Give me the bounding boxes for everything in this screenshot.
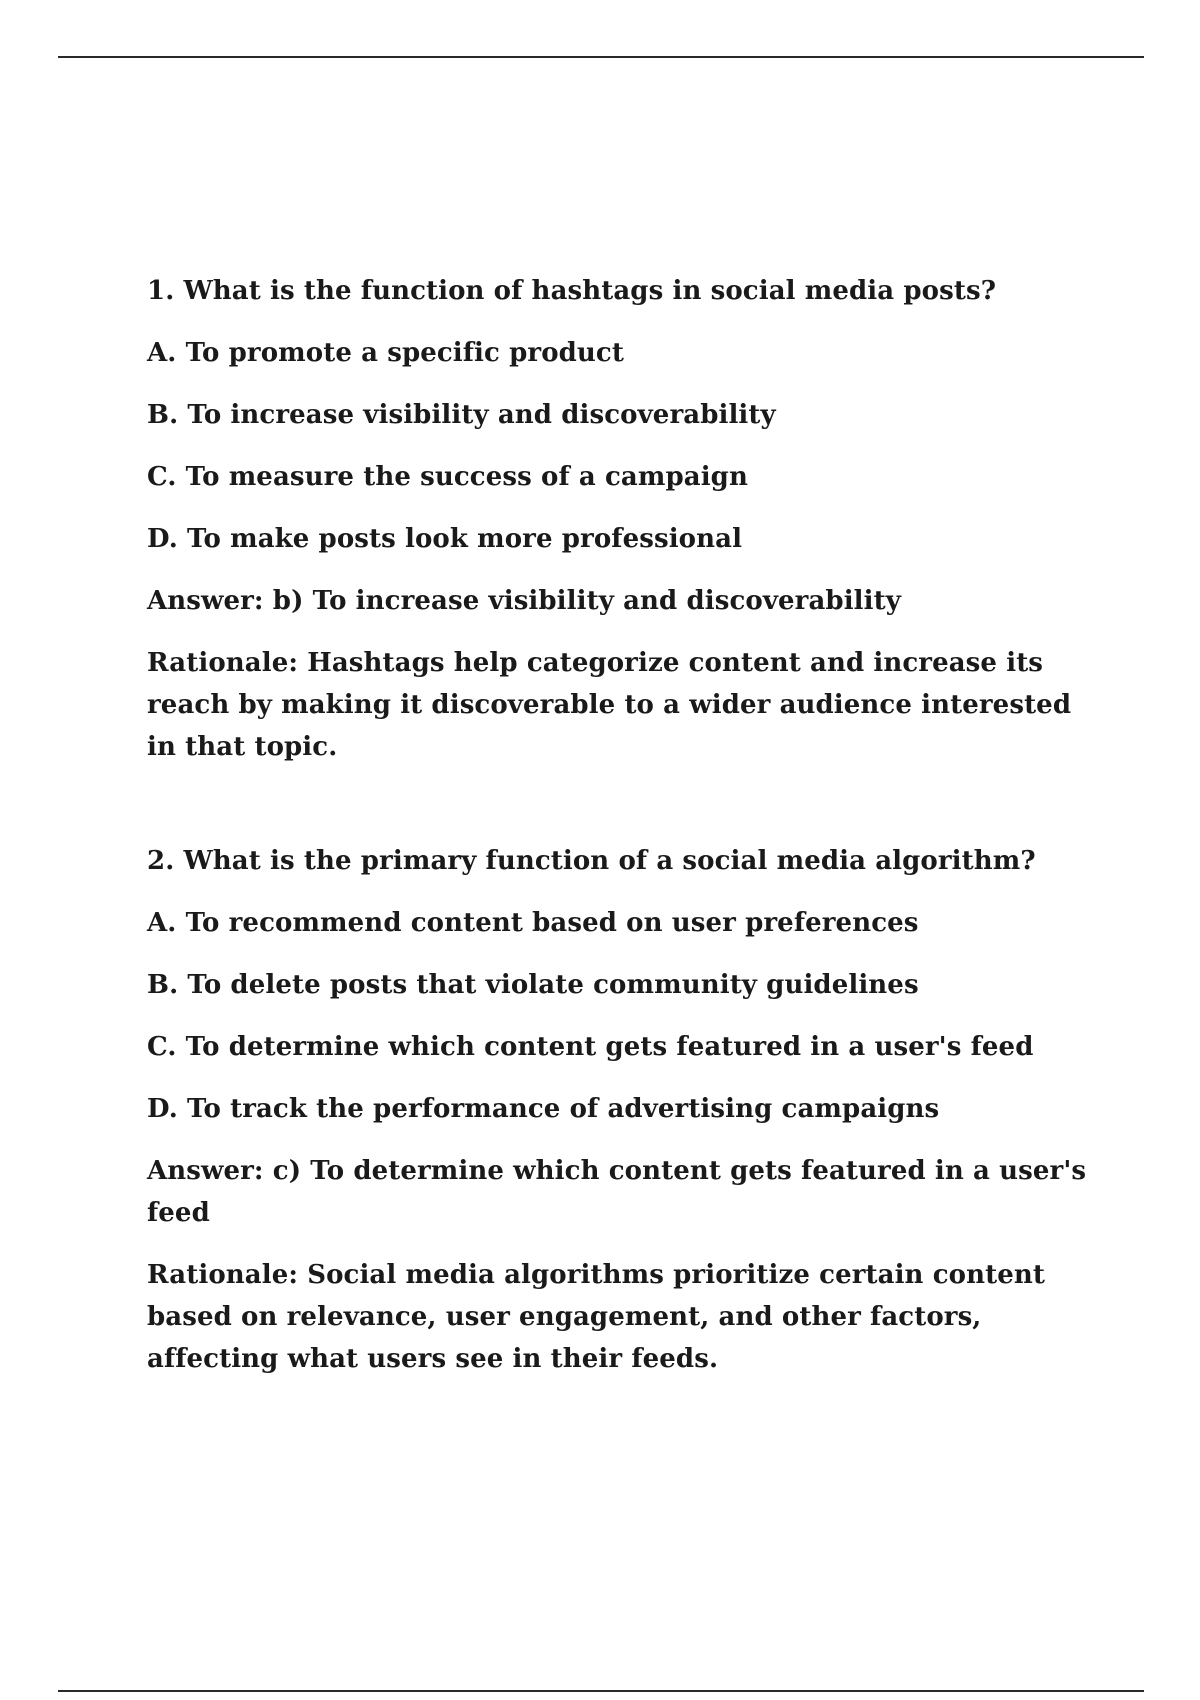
- document-body: [147, 270, 1087, 1452]
- rationale-text: Rationale: Social media algorithms prioritize certain content based on relevance, user engagement, and other factors, affecting what users see in their feeds.: [147, 1260, 1045, 1374]
- answer-text: Answer: c) To determine which content gets featured in a user's feed: [147, 1156, 1087, 1228]
- option-d: D. To make posts look more professional: [147, 524, 743, 554]
- option-a: A. To promote a specific product: [147, 338, 624, 368]
- option-c: C. To measure the success of a campaign: [147, 462, 748, 492]
- answer-text: Answer: b) To increase visibility and discoverability: [147, 586, 901, 616]
- option-b: B. To increase visibility and discoverability: [147, 400, 776, 430]
- option-d: D. To track the performance of advertising campaigns: [147, 1094, 940, 1124]
- option-a: A. To recommend content based on user preferences: [147, 908, 919, 938]
- option-b: B. To delete posts that violate community guidelines: [147, 970, 919, 1000]
- footer-rule: [58, 1690, 1144, 1692]
- question-block-2: [147, 840, 1087, 1380]
- option-c: C. To determine which content gets featured in a user's feed: [147, 1032, 1034, 1062]
- question-text: 2. What is the primary function of a social media algorithm?: [147, 846, 1036, 876]
- rationale-text: Rationale: Hashtags help categorize content and increase its reach by making it discoverable to a wider audience interested in that topic.: [147, 648, 1072, 762]
- question-block-1: [147, 270, 1087, 768]
- question-text: 1. What is the function of hashtags in social media posts?: [147, 276, 997, 306]
- header-rule: [58, 56, 1144, 58]
